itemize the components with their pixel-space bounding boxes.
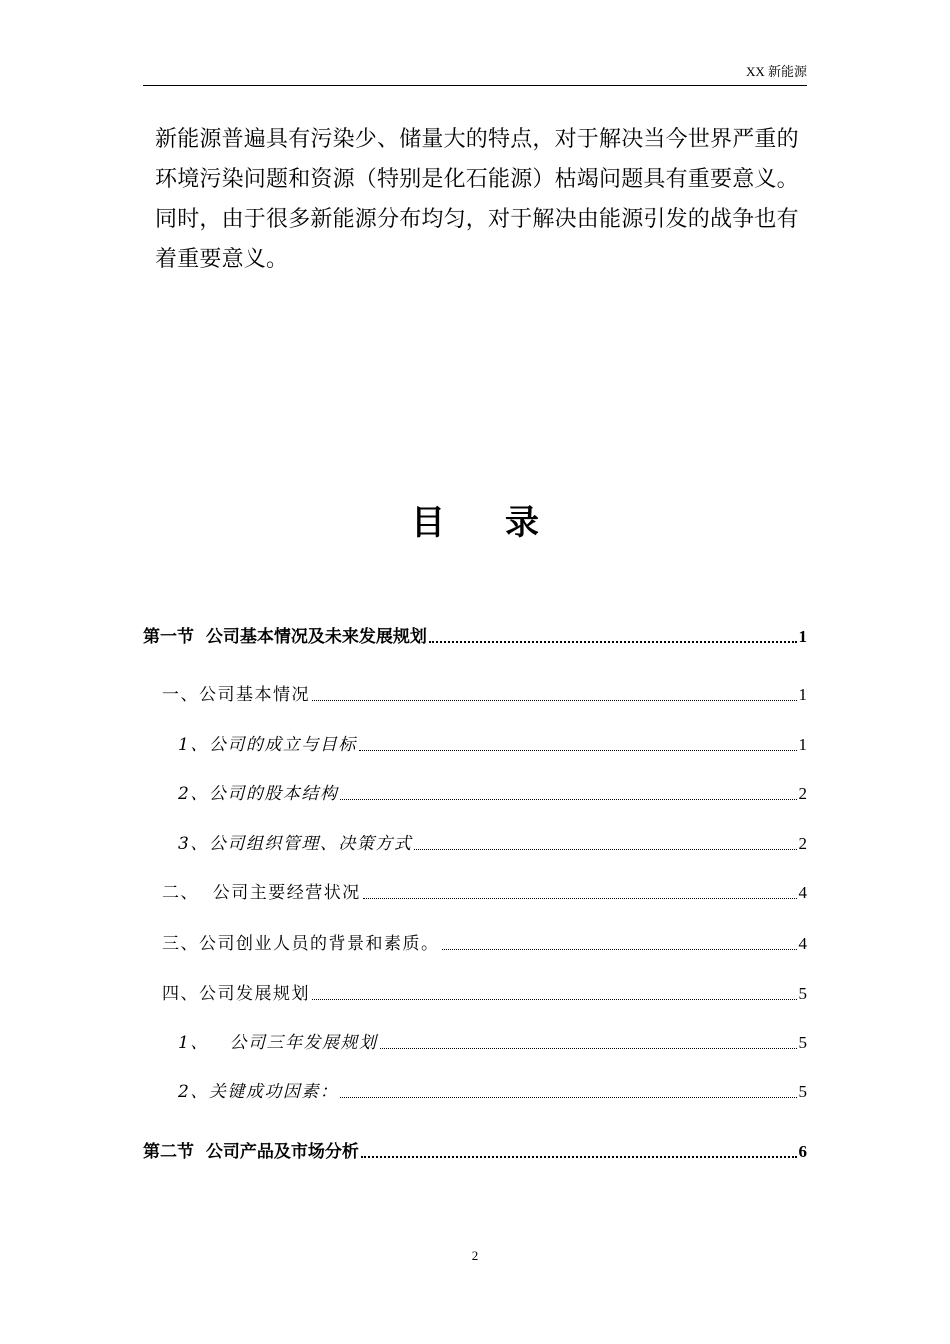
toc-entry-label: 2、公司的股本结构 <box>178 784 339 804</box>
page-footer <box>0 1248 950 1264</box>
toc-entry-section-2[interactable] <box>143 1134 807 1164</box>
toc-leader-dots <box>380 1048 797 1049</box>
toc-entry-founding[interactable] <box>143 727 807 757</box>
toc-entry-page: 1 <box>798 685 807 704</box>
toc-entry-equity[interactable] <box>143 776 807 806</box>
toc-entry-label: 3、公司组织管理、决策方式 <box>178 834 413 854</box>
toc-leader-dots <box>361 1156 797 1158</box>
toc-entry-management[interactable] <box>143 826 807 856</box>
toc-entry-label: 第一节 公司基本情况及未来发展规划 <box>143 627 427 647</box>
toc-leader-dots <box>359 750 797 751</box>
toc-entry-label: 1、 公司三年发展规划 <box>178 1033 378 1053</box>
toc-entry-page: 6 <box>798 1142 807 1161</box>
toc-leader-dots <box>414 849 796 850</box>
toc-entry-page: 2 <box>798 834 807 853</box>
toc-leader-dots <box>312 999 797 1000</box>
toc-entry-page: 1 <box>798 735 807 754</box>
toc-entry-page: 5 <box>798 1082 807 1101</box>
toc-entry-page: 1 <box>798 627 807 646</box>
toc-entry-label: 三、公司创业人员的背景和素质。 <box>162 934 440 954</box>
toc-entry-page: 5 <box>798 984 807 1003</box>
toc-entry-label: 四、公司发展规划 <box>162 984 310 1004</box>
toc-entry-label: 2、关键成功因素： <box>178 1082 339 1102</box>
toc-entry-success-factors[interactable] <box>143 1074 807 1104</box>
page-header <box>143 62 807 86</box>
toc-leader-dots <box>340 1097 796 1098</box>
toc-entry-page: 5 <box>798 1033 807 1052</box>
toc-entry-section-1[interactable] <box>143 619 807 649</box>
toc-entry-label: 1、公司的成立与目标 <box>178 735 357 755</box>
toc-entry-label: 二、 公司主要经营状况 <box>162 883 361 903</box>
toc-entry-label: 第二节 公司产品及市场分析 <box>143 1142 359 1162</box>
toc-entry-founders[interactable] <box>143 926 807 956</box>
toc-leader-dots <box>363 898 797 899</box>
toc-entry-page: 4 <box>798 934 807 953</box>
toc-leader-dots <box>442 949 797 950</box>
toc-entry-page: 2 <box>798 784 807 803</box>
page-number: 2 <box>471 1248 479 1263</box>
toc-entry-label: 一、公司基本情况 <box>162 685 310 705</box>
toc-entry-operations[interactable] <box>143 875 807 905</box>
intro-paragraph: 新能源普遍具有污染少、储量大的特点，对于解决当今世界严重的环境污染问题和资源（特别是化石能源）枯竭问题具有重要意义。同时，由于很多新能源分布均匀，对于解决由能源引发的战争也有着重要意义。 <box>155 127 799 272</box>
toc-leader-dots <box>312 700 797 701</box>
toc-leader-dots <box>429 641 797 643</box>
toc-entry-basic-info[interactable] <box>143 677 807 707</box>
toc-entry-three-year-plan[interactable] <box>143 1025 807 1055</box>
toc-entry-development-plan[interactable] <box>143 976 807 1006</box>
toc-entry-page: 4 <box>798 883 807 902</box>
header-title: XX 新能源 <box>745 64 807 79</box>
toc-leader-dots <box>340 799 796 800</box>
toc-title: 目录 <box>411 503 599 543</box>
